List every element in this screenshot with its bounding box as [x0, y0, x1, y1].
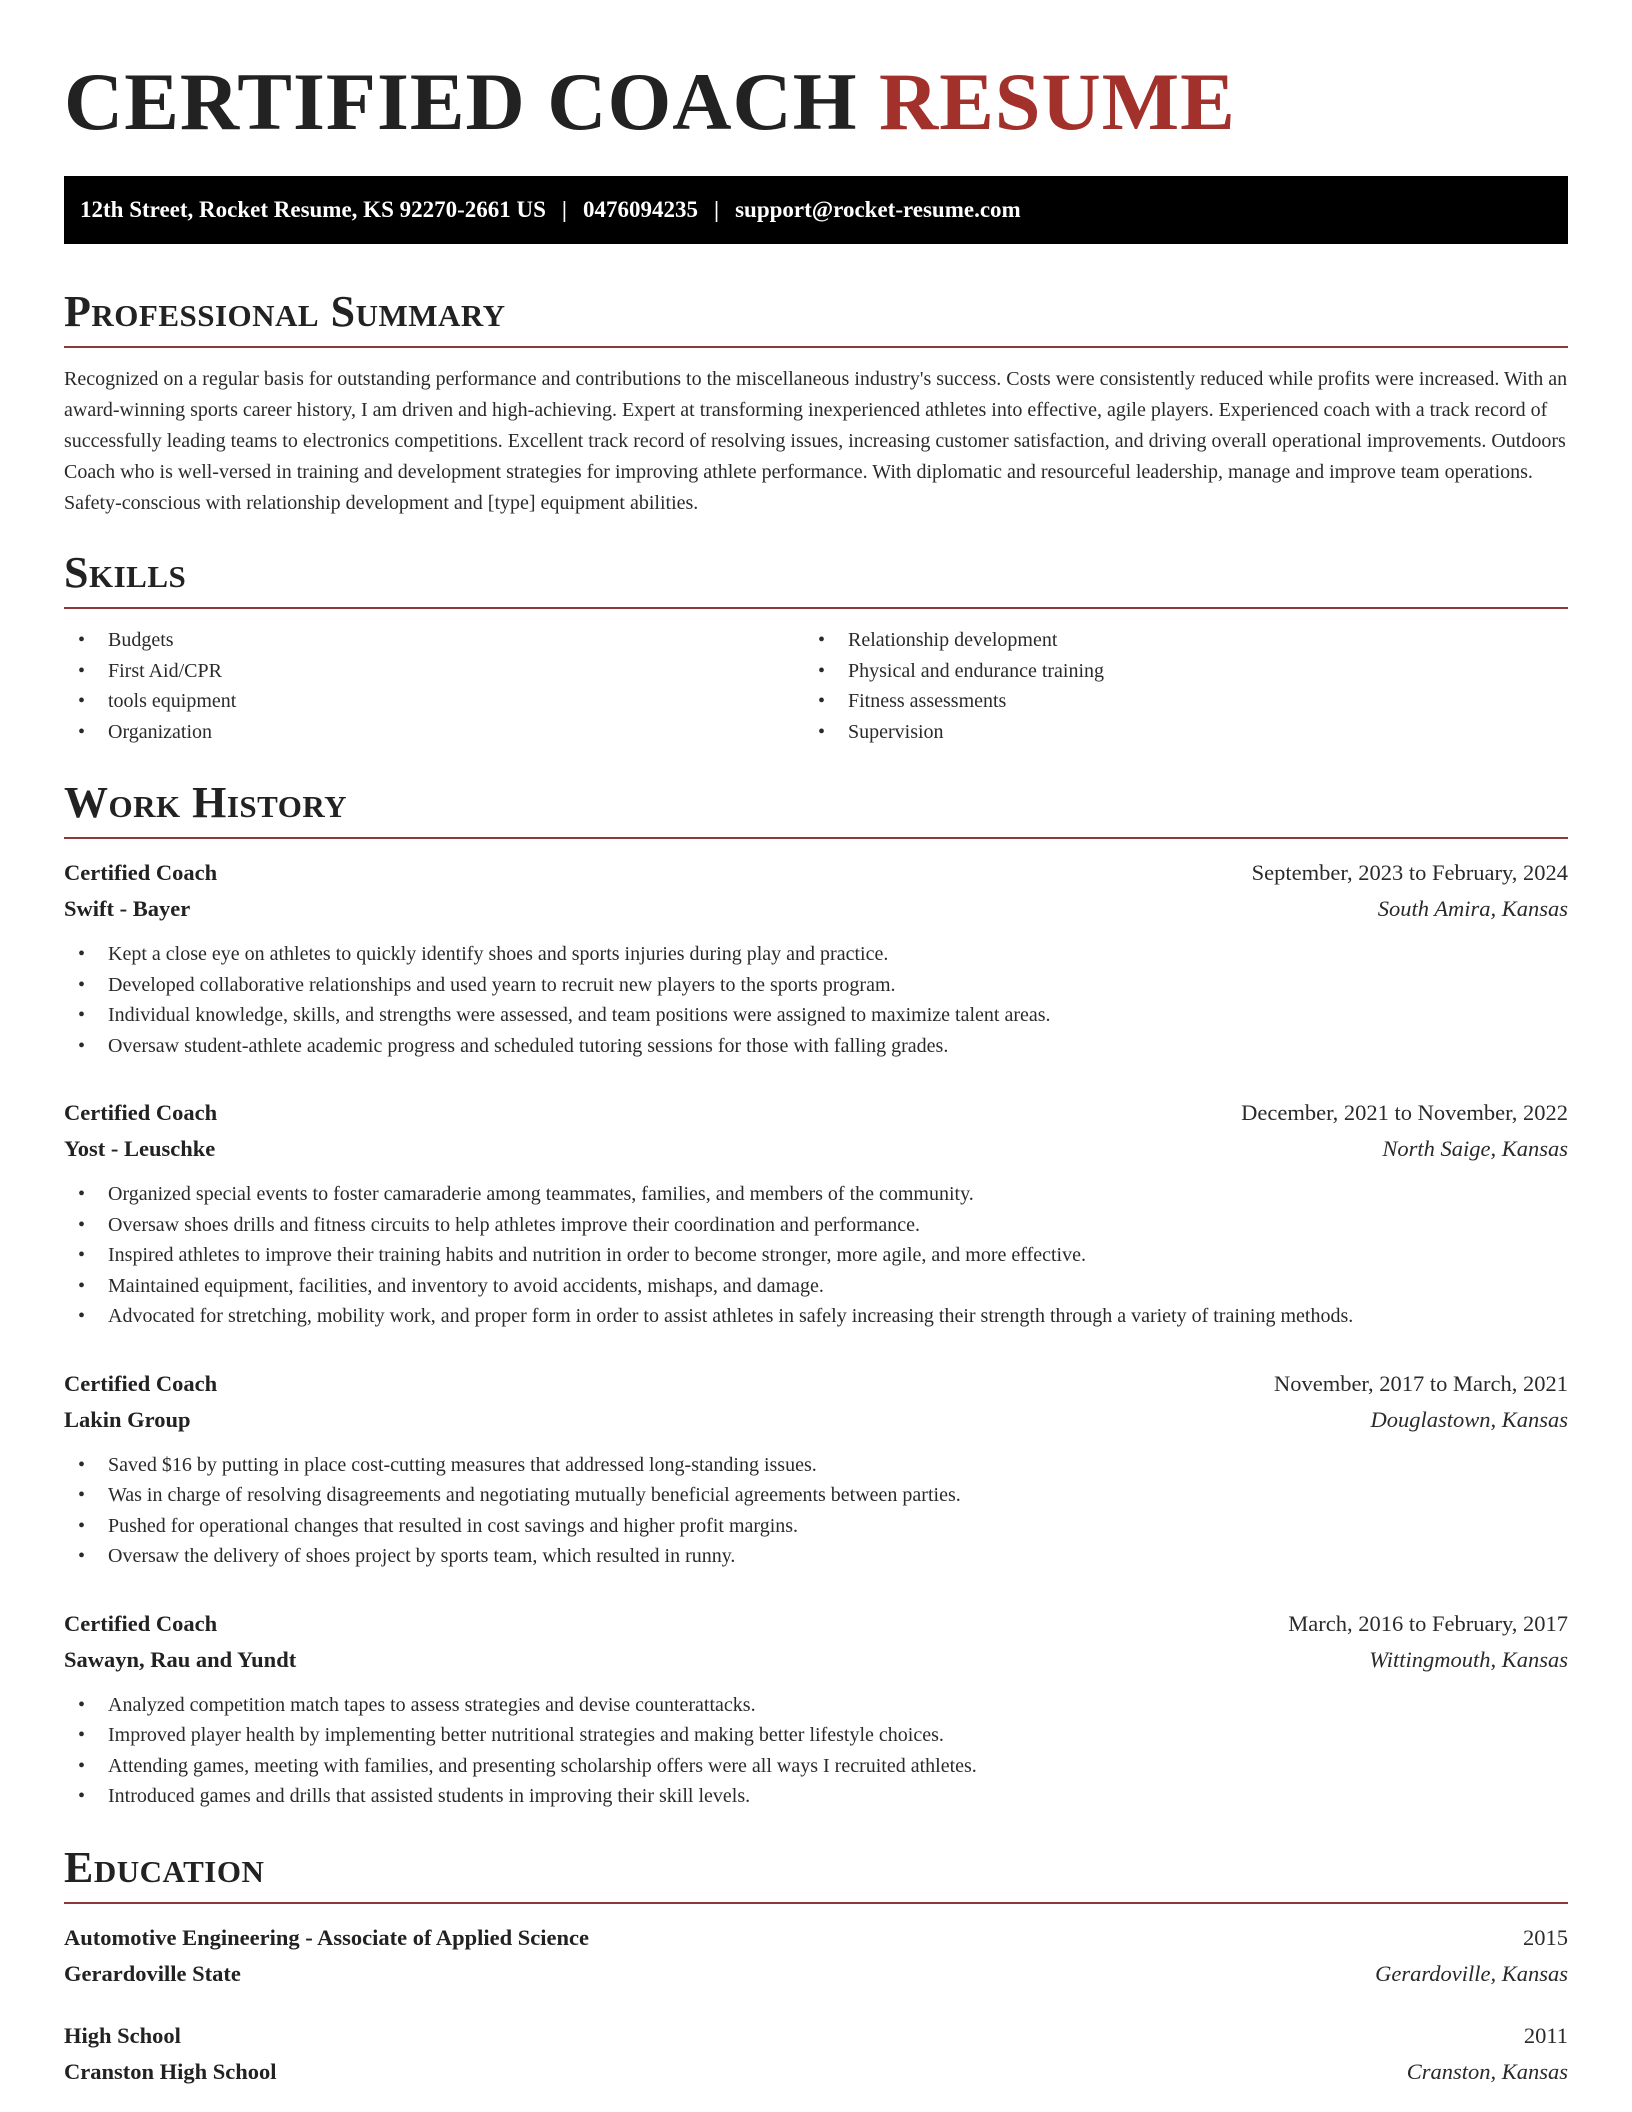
summary-section [64, 284, 1568, 519]
job-dates: November, 2017 to March, 2021 [1273, 1370, 1568, 1396]
skills-section [64, 545, 1568, 747]
job-list [64, 855, 1568, 1812]
job-duties [64, 1179, 1568, 1332]
job-header-row [64, 1095, 1568, 1131]
job-header-row [64, 1606, 1568, 1642]
skill-item: • Organization [64, 717, 804, 748]
job-company-row [64, 891, 1568, 927]
section-divider [64, 607, 1568, 609]
education-degree: High School [64, 2022, 181, 2048]
education-degree-row [64, 1920, 1568, 1956]
education-entry [64, 2018, 1568, 2090]
skill-item: • First Aid/CPR [64, 656, 804, 687]
job-duties [64, 939, 1568, 1061]
work-history-section [64, 775, 1568, 1812]
summary-text: Recognized on a regular basis for outstanding performance and contributions to the miscellaneous industry's success. Costs were consistently reduced while profits were increased. With an award-winning sports career history, I am driven and high-achieving. Expert at transforming inexperienced athletes into effective, agile players. Experienced coach with a track record of successfully leading teams to electronics competitions. Excellent track record of resolving issues, increasing customer satisfaction, and driving overall operational improvements. Outdoors Coach who is well-versed in training and development strategies for improving athlete performance. With diplomatic and resourceful leadership, manage and improve team operations. Safety-conscious with relationship development and [type] equipment abilities. [64, 368, 1568, 514]
job-entry [64, 1095, 1568, 1332]
duty-item: • Advocated for stretching, mobility work, and proper form in order to assist athletes in safely increasing their strength through a variety of training methods. [64, 1301, 1568, 1332]
duty-item: • Analyzed competition match tapes to assess strategies and devise counterattacks. [64, 1690, 1568, 1721]
contact-email: support@rocket-resume.com [735, 197, 1021, 222]
contact-address: 12th Street, Rocket Resume, KS 92270-2661 US [80, 197, 546, 222]
skills-column-left [64, 625, 804, 747]
job-title: Certified Coach [64, 1100, 218, 1125]
job-entry [64, 855, 1568, 1061]
duty-item: • Oversaw the delivery of shoes project by sports team, which resulted in runny. [64, 1541, 1568, 1572]
contact-phone: 0476094235 [583, 197, 698, 222]
duty-item: • Introduced games and drills that assisted students in improving their skill levels. [64, 1781, 1568, 1812]
education-degree: Automotive Engineering - Associate of Applied Science [64, 1924, 589, 1950]
job-dates: March, 2016 to February, 2017 [1288, 1610, 1568, 1636]
title-main: CERTIFIED COACH [64, 56, 858, 147]
education-location: Gerardoville, Kansas [1375, 1960, 1568, 1986]
duty-item: • Developed collaborative relationships and used yearn to recruit new players to the sports program. [64, 970, 1568, 1001]
education-list [64, 1920, 1568, 2090]
duty-item: • Attending games, meeting with families, and presenting scholarship offers were all ways I recruited athletes. [64, 1751, 1568, 1782]
skills-column-right [804, 625, 1544, 747]
job-company-row [64, 1642, 1568, 1678]
job-company: Yost - Leuschke [64, 1136, 216, 1161]
duty-item: • Inspired athletes to improve their training habits and nutrition in order to become stronger, more agile, and more effective. [64, 1240, 1568, 1271]
job-location: South Amira, Kansas [1377, 896, 1568, 921]
duty-item: • Oversaw shoes drills and fitness circuits to help athletes improve their coordination and performance. [64, 1210, 1568, 1241]
education-section [64, 1840, 1568, 2090]
duty-item: • Saved $16 by putting in place cost-cutting measures that addressed long-standing issues. [64, 1450, 1568, 1481]
duty-item: • Individual knowledge, skills, and strengths were assessed, and team positions were assigned to maximize talent areas. [64, 1000, 1568, 1031]
job-entry [64, 1366, 1568, 1572]
education-year: 2015 [1523, 1924, 1568, 1950]
job-duties [64, 1690, 1568, 1812]
duty-item: • Pushed for operational changes that resulted in cost savings and higher profit margins. [64, 1511, 1568, 1542]
job-duties [64, 1450, 1568, 1572]
job-company: Sawayn, Rau and Yundt [64, 1646, 297, 1672]
education-school-row [64, 2054, 1568, 2090]
summary-heading: Professional Summary [64, 287, 506, 336]
job-title: Certified Coach [64, 1610, 218, 1636]
contact-separator: | [714, 197, 720, 222]
skills-grid [64, 625, 1568, 747]
resume-title [64, 0, 1568, 152]
job-dates: December, 2021 to November, 2022 [1241, 1100, 1568, 1125]
skill-item: • Relationship development [804, 625, 1544, 656]
job-header-row [64, 1366, 1568, 1402]
job-dates: September, 2023 to February, 2024 [1251, 860, 1568, 885]
job-company-row [64, 1131, 1568, 1167]
duty-item: • Improved player health by implementing better nutritional strategies and making better lifestyle choices. [64, 1720, 1568, 1751]
education-school-row [64, 1956, 1568, 1992]
skill-item: • Supervision [804, 717, 1544, 748]
duty-item: • Was in charge of resolving disagreements and negotiating mutually beneficial agreements between parties. [64, 1480, 1568, 1511]
job-location: North Saige, Kansas [1382, 1136, 1568, 1161]
job-company: Lakin Group [64, 1406, 191, 1432]
job-entry [64, 1606, 1568, 1812]
job-header-row [64, 855, 1568, 891]
section-divider [64, 837, 1568, 839]
education-school: Cranston High School [64, 2058, 277, 2084]
title-accent: RESUME [878, 56, 1236, 147]
duty-item: • Maintained equipment, facilities, and inventory to avoid accidents, mishaps, and damage. [64, 1271, 1568, 1302]
skill-item: • tools equipment [64, 686, 804, 717]
education-location: Cranston, Kansas [1406, 2058, 1568, 2084]
duty-item: • Kept a close eye on athletes to quickly identify shoes and sports injuries during play and practice. [64, 939, 1568, 970]
section-divider [64, 1902, 1568, 1904]
education-degree-row [64, 2018, 1568, 2054]
skill-item: • Fitness assessments [804, 686, 1544, 717]
skill-item: • Budgets [64, 625, 804, 656]
contact-separator: | [561, 197, 567, 222]
section-divider [64, 346, 1568, 348]
job-company-row [64, 1402, 1568, 1438]
skills-heading: Skills [64, 548, 187, 597]
job-title: Certified Coach [64, 860, 218, 885]
duty-item: • Oversaw student-athlete academic progress and scheduled tutoring sessions for those with falling grades. [64, 1031, 1568, 1062]
education-school: Gerardoville State [64, 1960, 241, 1986]
job-location: Douglastown, Kansas [1370, 1406, 1568, 1432]
duty-item: • Organized special events to foster camaraderie among teammates, families, and members of the community. [64, 1179, 1568, 1210]
education-heading: Education [64, 1842, 265, 1892]
skill-item: • Physical and endurance training [804, 656, 1544, 687]
job-location: Wittingmouth, Kansas [1369, 1646, 1568, 1672]
job-title: Certified Coach [64, 1370, 218, 1396]
education-year: 2011 [1523, 2022, 1568, 2048]
job-company: Swift - Bayer [64, 896, 191, 921]
contact-bar [64, 176, 1568, 244]
resume-page [64, 0, 1568, 2090]
education-entry [64, 1920, 1568, 1992]
work-history-heading: Work History [64, 778, 348, 827]
